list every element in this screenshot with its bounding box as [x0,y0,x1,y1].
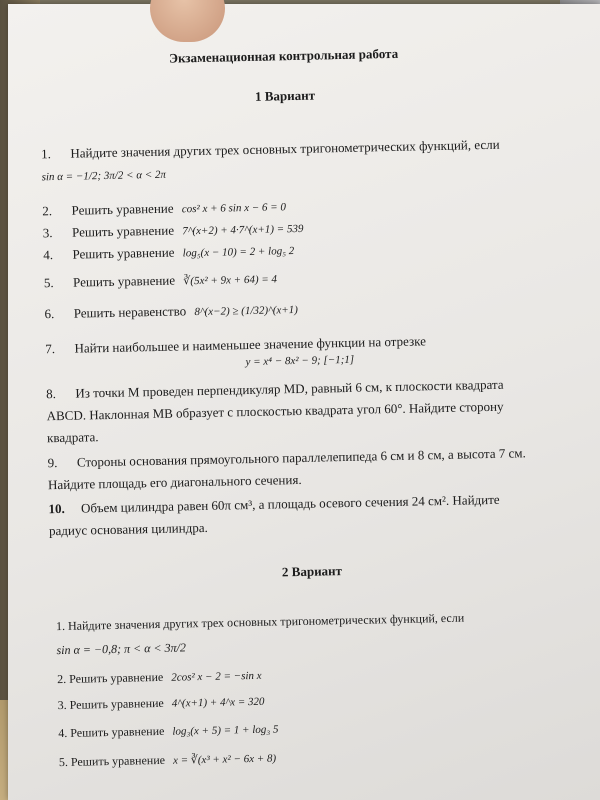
task-text: Решить уравнение [72,272,176,290]
task-number: 10. [48,500,65,517]
v1-task7-math: y = x⁴ − 8x² − 9; [−1;1] [245,353,355,369]
task-text: Из точки М проведен перпендикуляр МD, равный 6 см, к плоскости квадрата [75,376,504,401]
task-text: 4. Решить уравнение [58,723,165,741]
v1-task8-line2: ABCD. Наклонная MB образует с плоскостью квадрата угол 60°. Найдите сторону [46,398,504,424]
v1-task9 [47,445,526,471]
v1-task2 [42,198,286,219]
task-text: Решить неравенство [73,303,187,321]
v1-task3 [43,220,304,241]
task-text: Найти наибольшее и наименьшее значение функции на отрезке [74,333,427,356]
task-math: log₅(x − 10) = 2 + log₅ 2 [182,245,295,260]
v1-task6 [44,301,298,322]
v2-task5 [59,751,277,771]
v2-task4 [58,721,278,741]
task-number: 3. [42,225,53,241]
sheet-content [8,0,600,800]
task-math: 2cos² x − 2 = −sin x [171,669,262,684]
task-text: Объем цилиндра равен 60π см³, а площадь осевого сечения 24 см². Найдите [80,491,500,516]
task-math: 8^(x−2) ≥ (1/32)^(x+1) [194,303,299,319]
task-number: 6. [44,306,55,322]
v2-task3 [58,694,265,713]
task-number: 4. [43,247,54,263]
variant2-heading: 2 Вариант [281,563,343,580]
v1-task1 [41,137,500,163]
exam-title: Экзаменационная контрольная работа [169,45,399,66]
task-number: 7. [45,341,56,357]
task-text: Решить уравнение [71,200,174,218]
task-text: Стороны основания прямоугольного параллелепипеда 6 см и 8 см, а высота 7 см. [76,445,526,470]
task-number: 2. [42,203,53,219]
task-text: 2. Решить уравнение [57,669,164,687]
task-text: Найдите значения других трех основных тригонометрических функций, если [70,136,500,161]
v2-task1-math: sin α = −0,8; π < α < 3π/2 [56,640,187,658]
v1-task10 [48,492,499,517]
task-text: Решить уравнение [71,222,175,240]
task-math: ∛(5x² + 9x + 64) = 4 [183,273,278,288]
task-math: x = ∛(x³ + x² − 6x + 8) [172,752,277,767]
task-math: 4^(x+1) + 4^x = 320 [171,695,265,710]
v1-task9-line2: Найдите площадь его диагонального сечения. [47,471,302,493]
v1-task7 [45,333,426,357]
v2-task2 [57,668,262,687]
task-number: 5. [43,275,54,291]
v1-task5 [44,270,277,291]
v1-task1-math: sin α = −1/2; 3π/2 < α < 2π [41,168,167,184]
task-text: Решить уравнение [72,244,175,262]
task-text: 3. Решить уравнение [57,695,164,713]
exam-sheet [8,4,600,800]
task-number: 8. [46,386,57,402]
task-math: cos² x + 6 sin x − 6 = 0 [181,201,287,216]
task-math: 7^(x+2) + 4·7^(x+1) = 539 [182,222,304,238]
task-number: 9. [47,455,58,471]
v1-task4 [43,242,294,263]
v1-task8 [46,377,504,403]
variant1-heading: 1 Вариант [254,87,316,104]
task-number: 1. [40,146,52,162]
v1-task8-line3: квадрата. [46,429,99,446]
v1-task10-line2: радиус основания цилиндра. [48,519,208,539]
v2-task1: 1. Найдите значения других трех основных тригонометрических функций, если [55,610,465,634]
task-text: 5. Решить уравнение [58,752,166,770]
task-math: log₃(x + 5) = 1 + log₃ 5 [172,723,279,738]
